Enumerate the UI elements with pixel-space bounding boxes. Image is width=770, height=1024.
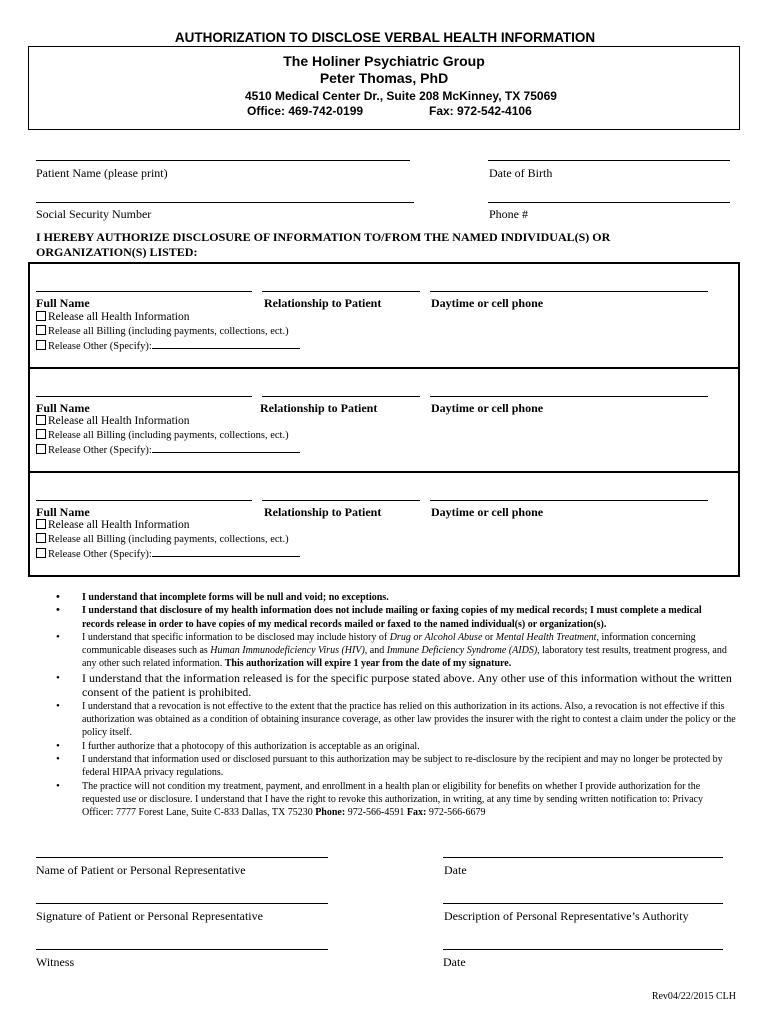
practice-name: The Holiner Psychiatric Group <box>283 53 485 69</box>
terms-list <box>56 591 736 819</box>
patient-name-field[interactable] <box>36 160 410 161</box>
term-revocation: • I understand that a revocation is not effective to the extent that the practice has relied on this authorization in its actions. Also, a revocation is not effective if this authorization was obtained as a condition of obtaining insurance coverage, as other law provides the insurer with the right to contest a claim under the policy or the policy itself. <box>56 700 736 740</box>
phone-label: Phone # <box>489 207 528 221</box>
practice-header-box <box>28 46 740 130</box>
recipient-1-release-billing[interactable]: Release all Billing (including payments, collections, ect.) <box>36 325 289 337</box>
recipient-3-phone-label: Daytime or cell phone <box>431 505 544 519</box>
recipient-3-release-billing[interactable]: Release all Billing (including payments, collections, ect.) <box>36 533 289 545</box>
recipient-2-release-other[interactable]: Release Other (Specify): <box>36 443 300 456</box>
recipient-3-name-field[interactable] <box>36 500 252 501</box>
recipient-3-release-other[interactable]: Release Other (Specify): <box>36 547 300 560</box>
recipient-1-name-field[interactable] <box>36 291 252 292</box>
ssn-field[interactable] <box>36 202 414 203</box>
recipient-3-full-name-label: Full Name <box>36 505 90 519</box>
representative-name-field[interactable] <box>36 857 328 858</box>
term-specific-information: • I understand that specific information to be disclosed may include history of Drug or Alcohol Abuse or Mental Health Treatment, information concerning communicable diseases such as Human Immunodeficiency Virus (HIV), and Immune Deficiency Syndrome (AIDS), laboratory test results, treatment progress, and any other such related information. This authorization will expire 1 year from the date of my signature. <box>56 631 736 671</box>
phone-field[interactable] <box>488 202 730 203</box>
checkbox[interactable] <box>36 519 46 529</box>
representative-name-label: Name of Patient or Personal Representative <box>36 863 246 877</box>
checkbox[interactable] <box>36 325 46 335</box>
term-photocopy: • I further authorize that a photocopy of this authorization is acceptable as an original. <box>56 740 736 753</box>
recipient-1-phone-field[interactable] <box>430 291 708 292</box>
checkbox[interactable] <box>36 444 46 454</box>
checkbox[interactable] <box>36 340 46 350</box>
specify-field[interactable] <box>152 339 300 349</box>
checkbox[interactable] <box>36 548 46 558</box>
authorize-heading: I HEREBY AUTHORIZE DISCLOSURE OF INFORMATION TO/FROM THE NAMED INDIVIDUAL(S) OR ORGANIZATION(S) LISTED: <box>36 230 611 259</box>
office-fax: Fax: 972-542-4106 <box>429 104 532 118</box>
authority-description-field[interactable] <box>443 903 723 904</box>
checkbox[interactable] <box>36 415 46 425</box>
date-field-2[interactable] <box>443 949 723 950</box>
recipient-2-phone-field[interactable] <box>430 396 708 397</box>
recipient-3-relationship-label: Relationship to Patient <box>264 505 382 519</box>
recipient-1-phone-label: Daytime or cell phone <box>431 296 544 310</box>
recipient-3-release-health[interactable]: Release all Health Information <box>36 519 189 531</box>
recipient-1-release-health[interactable]: Release all Health Information <box>36 311 189 323</box>
recipient-1-relationship-field[interactable] <box>262 291 420 292</box>
form-title: AUTHORIZATION TO DISCLOSE VERBAL HEALTH INFORMATION <box>174 30 596 45</box>
term-redisclosure: • I understand that information used or disclosed pursuant to this authorization may be subject to re-disclosure by the recipient and may no longer be protected by federal HIPAA privacy regulations. <box>56 753 736 780</box>
office-phone: Office: 469-742-0199 <box>247 104 364 118</box>
practice-address: 4510 Medical Center Dr., Suite 208 McKinney, TX 75069 <box>245 89 557 103</box>
witness-label: Witness <box>36 955 75 969</box>
date-label-1: Date <box>444 863 467 877</box>
recipient-2-full-name-label: Full Name <box>36 401 90 415</box>
specify-field[interactable] <box>152 443 300 453</box>
recipient-1-release-other[interactable]: Release Other (Specify): <box>36 339 300 352</box>
recipient-2-name-field[interactable] <box>36 396 252 397</box>
recipient-3-phone-field[interactable] <box>430 500 708 501</box>
recipient-2-release-billing[interactable]: Release all Billing (including payments, collections, ect.) <box>36 429 289 441</box>
dob-label: Date of Birth <box>489 166 553 180</box>
term-no-condition: • The practice will not condition my treatment, payment, and enrollment in a health plan or eligibility for benefits on whether I provide authorization for the requested use or disclosure. I understand that I have the right to revoke this authorization, in writing, at any time by sending written notification to: Privacy Officer: 7777 Forest Lane, Suite C-833 Dallas, TX 75230 Phone: 972-566-4591 Fax: 972-566-6679 <box>56 780 736 820</box>
ssn-label: Social Security Number <box>36 207 152 221</box>
specify-field[interactable] <box>152 547 300 557</box>
recipient-2-release-health[interactable]: Release all Health Information <box>36 415 189 427</box>
recipient-2-phone-label: Daytime or cell phone <box>431 401 544 415</box>
recipient-1-full-name-label: Full Name <box>36 296 90 310</box>
term-specific-purpose: • I understand that the information released is for the specific purpose stated above. Any other use of this information without the written consent of the patient is prohibited. <box>56 671 736 700</box>
recipient-3-relationship-field[interactable] <box>262 500 420 501</box>
recipient-2-relationship-field[interactable] <box>262 396 420 397</box>
signature-label: Signature of Patient or Personal Representative <box>36 909 263 923</box>
signature-field[interactable] <box>36 903 328 904</box>
authority-description-label: Description of Personal Representative’s Authority <box>444 909 689 923</box>
revision-code: Rev04/22/2015 CLH <box>651 991 736 1002</box>
checkbox[interactable] <box>36 311 46 321</box>
witness-field[interactable] <box>36 949 328 950</box>
term-incomplete-forms: • I understand that incomplete forms will be null and void; no exceptions. <box>56 591 736 604</box>
checkbox[interactable] <box>36 429 46 439</box>
checkbox[interactable] <box>36 533 46 543</box>
date-field-1[interactable] <box>443 857 723 858</box>
dob-field[interactable] <box>488 160 730 161</box>
term-no-mailing: • I understand that disclosure of my health information does not include mailing or faxing copies of my medical records; I must complete a medical records release in order to have copies of my medical records mailed or faxed to the named individual(s) or organization(s). <box>56 604 736 631</box>
recipient-2-relationship-label: Relationship to Patient <box>260 401 378 415</box>
recipient-1-relationship-label: Relationship to Patient <box>264 296 382 310</box>
patient-name-label: Patient Name (please print) <box>36 166 168 180</box>
date-label-2: Date <box>443 955 466 969</box>
doctor-name: Peter Thomas, PhD <box>319 70 449 86</box>
